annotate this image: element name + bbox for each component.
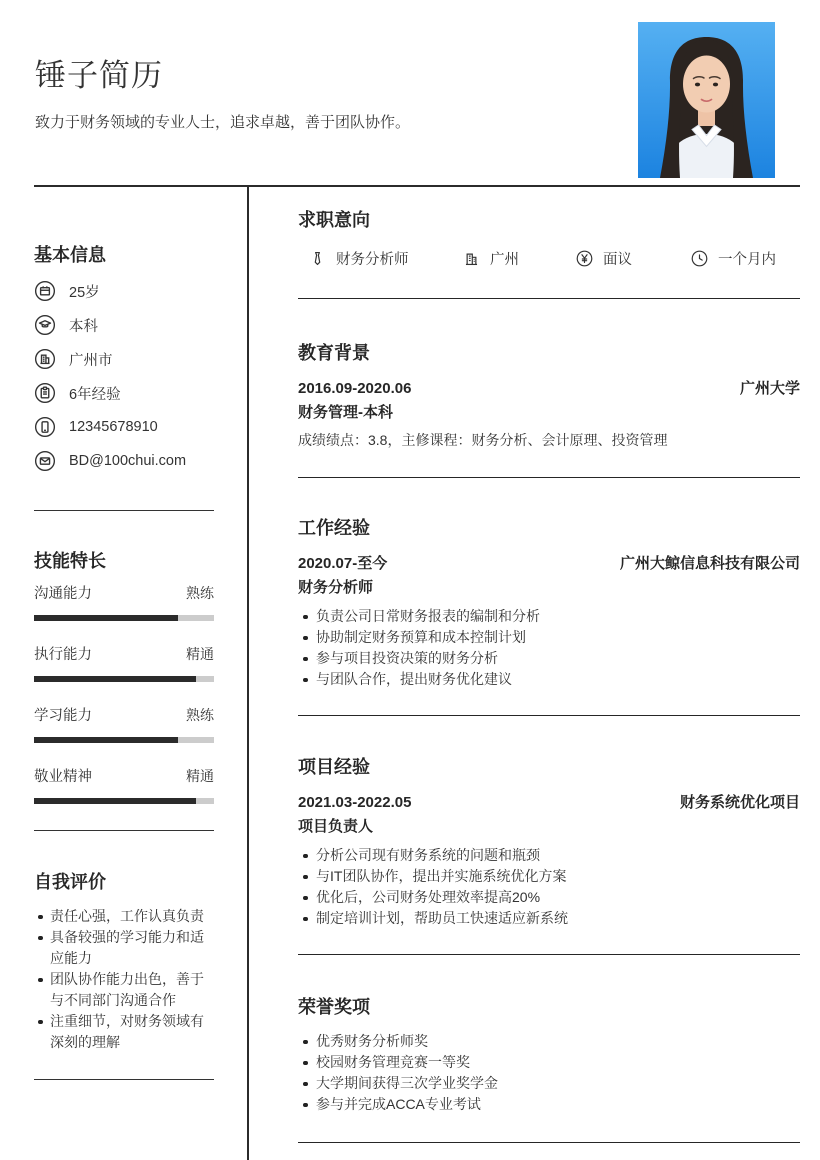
- skill-level: 熟练: [186, 707, 214, 723]
- list-item: [34, 444, 214, 478]
- yuan-icon: [575, 249, 594, 268]
- work-period: 2020.07-至今: [298, 555, 388, 572]
- intention-city: [462, 248, 575, 269]
- project-period: 2021.03-2022.05: [298, 794, 412, 811]
- skill-bar-track: [34, 676, 214, 682]
- project-role: 项目负责人: [298, 818, 374, 835]
- skill-name: 学习能力: [34, 708, 92, 724]
- tagline: 致力于财务领域的专业人士，追求卓越，善于团队协作。: [35, 114, 411, 131]
- project-meta: [298, 791, 800, 839]
- skill-name: 沟通能力: [34, 586, 92, 602]
- list-item: 负责公司日常财务报表的编制和分析: [298, 606, 800, 627]
- info-experience: 6年经验: [69, 386, 121, 403]
- list-item: 责任心强，工作认真负责: [34, 906, 214, 927]
- project-name: 财务系统优化项目: [679, 794, 800, 811]
- header: [0, 0, 820, 187]
- education-school: 广州大学: [739, 380, 800, 397]
- intention-position-text: 财务分析师: [336, 252, 409, 268]
- list-item: 优化后，公司财务处理效率提高20%: [298, 887, 800, 908]
- info-phone: 12345678910: [69, 419, 158, 435]
- skill-name: 敬业精神: [34, 769, 92, 785]
- phone-icon: [34, 416, 56, 438]
- section-divider: [298, 477, 800, 478]
- skill-bar-fill: [34, 798, 196, 804]
- list-item: 具备较强的学习能力和适应能力: [34, 927, 214, 969]
- sidebar-divider: [34, 830, 214, 831]
- sidebar-divider: [34, 1079, 214, 1080]
- list-item: 参与项目投资决策的财务分析: [298, 648, 800, 669]
- list-item: 注重细节，对财务领域有深刻的理解: [34, 1011, 214, 1053]
- skills-heading: 技能特长: [34, 551, 106, 571]
- education-detail: 成绩绩点：3.8，主修课程：财务分析、会计原理、投资管理: [298, 432, 668, 448]
- clock-icon: [690, 249, 709, 268]
- skill-bar-track: [34, 798, 214, 804]
- sidebar-divider: [34, 510, 214, 511]
- project-bullets: [298, 845, 800, 929]
- skill-name: 执行能力: [34, 647, 92, 663]
- work-bullets: [298, 606, 800, 690]
- info-age: 25岁: [69, 284, 100, 301]
- skill-bar-fill: [34, 737, 178, 743]
- work-position: 财务分析师: [298, 579, 374, 596]
- clipboard-icon: [34, 382, 56, 404]
- intention-salary: [575, 248, 690, 269]
- info-email: BD@100chui.com: [69, 453, 187, 469]
- skill-item: [34, 706, 214, 743]
- list-item: 分析公司现有财务系统的问题和瓶颈: [298, 845, 800, 866]
- building-icon: [34, 348, 56, 370]
- list-item: 与IT团队协作，提出并实施系统优化方案: [298, 866, 800, 887]
- list-item: 协助制定财务预算和成本控制计划: [298, 627, 800, 648]
- profile-photo: [638, 22, 775, 178]
- skill-bar-track: [34, 737, 214, 743]
- building-icon: [462, 249, 481, 268]
- section-divider: [298, 1142, 800, 1143]
- list-item: [34, 376, 214, 410]
- honors-heading: 荣誉奖项: [298, 997, 370, 1017]
- profile-photo-illustration: [638, 22, 775, 178]
- info-city: 广州市: [69, 352, 113, 369]
- list-item: 大学期间获得三次学业奖学金: [298, 1073, 800, 1094]
- skill-level: 精通: [186, 646, 214, 662]
- intention-position: [308, 248, 462, 269]
- list-item: [34, 410, 214, 444]
- skill-bar-fill: [34, 615, 178, 621]
- main-column: [249, 187, 820, 1160]
- page-title: 锤子简历: [35, 58, 163, 93]
- skill-item: [34, 584, 214, 621]
- skill-level: 熟练: [186, 585, 214, 601]
- section-divider: [298, 298, 800, 299]
- skill-item: [34, 767, 214, 804]
- intention-availability: [690, 248, 800, 269]
- education-period: 2016.09-2020.06: [298, 380, 412, 397]
- work-heading: 工作经验: [298, 518, 370, 538]
- self-evaluation-list: [34, 906, 214, 1053]
- list-item: 校园财务管理竞赛一等奖: [298, 1052, 800, 1073]
- list-item: 与团队合作，提出财务优化建议: [298, 669, 800, 690]
- basic-info-list: [34, 274, 214, 478]
- project-heading: 项目经验: [298, 757, 370, 777]
- graduation-cap-icon: [34, 314, 56, 336]
- list-item: 参与并完成ACCA专业考试: [298, 1094, 800, 1115]
- intention-salary-text: 面议: [603, 252, 632, 268]
- work-company: 广州大鲸信息科技有限公司: [619, 555, 800, 572]
- skill-bar-track: [34, 615, 214, 621]
- info-degree: 本科: [69, 318, 98, 335]
- skill-bar-fill: [34, 676, 196, 682]
- intention-city-text: 广州: [490, 252, 519, 268]
- list-item: 优秀财务分析师奖: [298, 1031, 800, 1052]
- tie-icon: [308, 249, 327, 268]
- header-divider: [34, 185, 800, 187]
- mail-icon: [34, 450, 56, 472]
- work-meta: [298, 552, 800, 600]
- skill-level: 精通: [186, 768, 214, 784]
- section-divider: [298, 715, 800, 716]
- list-item: 团队协作能力出色，善于与不同部门沟通合作: [34, 969, 214, 1011]
- basic-info-heading: 基本信息: [34, 245, 106, 265]
- job-intention-heading: 求职意向: [298, 210, 370, 230]
- job-intention-row: [298, 248, 800, 269]
- education-heading: 教育背景: [298, 343, 370, 363]
- calendar-icon: [34, 280, 56, 302]
- list-item: [34, 308, 214, 342]
- section-divider: [298, 954, 800, 955]
- education-degree: 财务管理-本科: [298, 404, 393, 421]
- education-meta: [298, 377, 800, 425]
- intention-availability-text: 一个月内: [718, 252, 776, 268]
- skills-list: [34, 584, 214, 804]
- list-item: 制定培训计划，帮助员工快速适应新系统: [298, 908, 800, 929]
- honors-bullets: [298, 1031, 800, 1115]
- list-item: [34, 274, 214, 308]
- body-columns: [0, 187, 820, 1160]
- self-evaluation-heading: 自我评价: [34, 872, 106, 892]
- skill-item: [34, 645, 214, 682]
- list-item: [34, 342, 214, 376]
- sidebar: [0, 187, 249, 1160]
